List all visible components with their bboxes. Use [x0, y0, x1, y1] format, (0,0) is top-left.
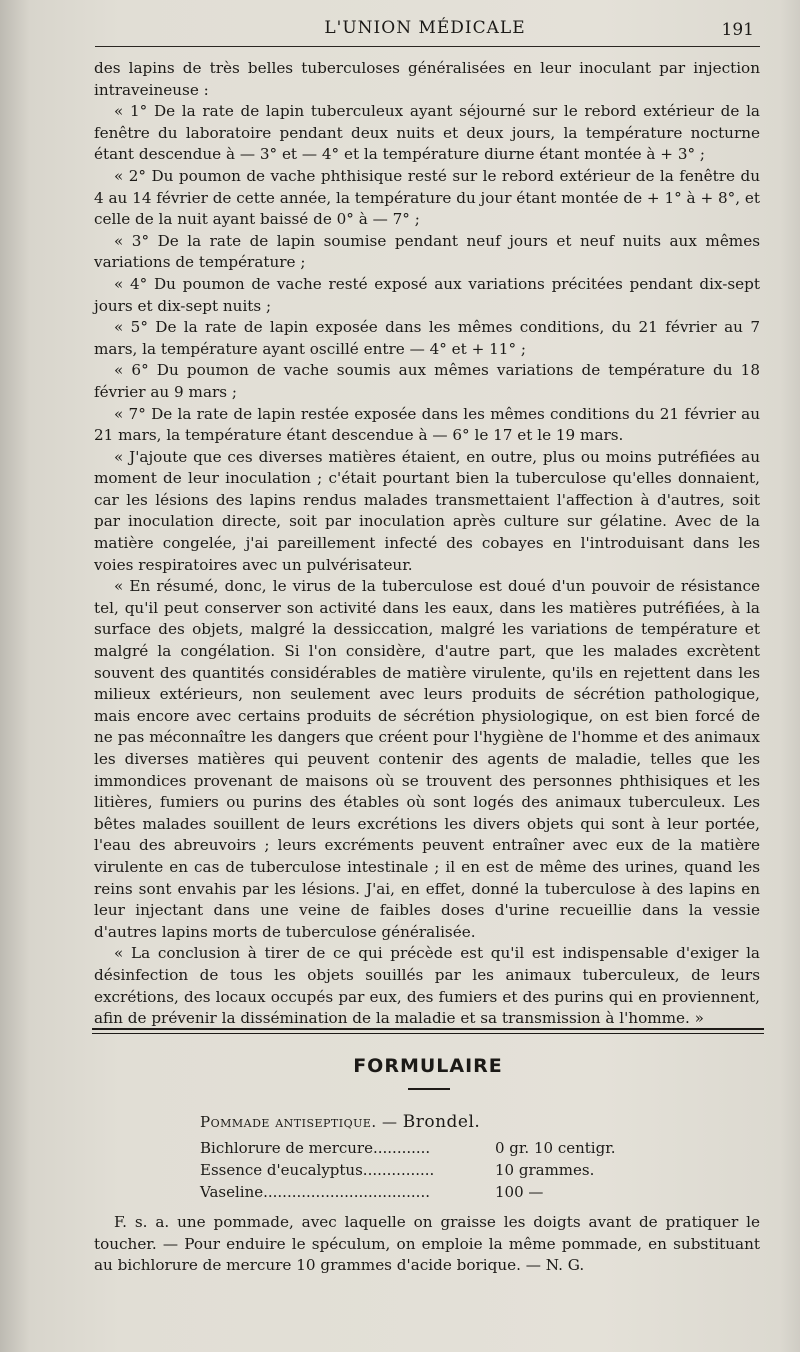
recipe-note: F. s. a. une pommade, avec laquelle on graisse les doigts avant de pratiquer le toucher. — Pour enduire le spéculum, on emploie la même pommade, en substituant au bichlorure de mercure 10 grammes d'acide borique. — N. G. [94, 1213, 760, 1275]
ingredient-list [200, 1137, 660, 1203]
ingredient-quantity: 100 — [495, 1183, 544, 1201]
ingredient-row [200, 1181, 660, 1203]
header-rule [95, 46, 760, 47]
recipe-author: Brondel. [402, 1112, 481, 1132]
title-underline [408, 1088, 450, 1090]
paragraph: « 3° De la rate de lapin soumise pendant neuf jours et neuf nuits aux mêmes variations de température ; [94, 231, 760, 272]
recipe-heading [200, 1112, 700, 1132]
paragraph: « 7° De la rate de lapin restée exposée dans les mêmes conditions du 21 février au 21 mars, la température étant descendue à — 6° le 17 et le 19 mars. [94, 404, 760, 445]
paragraph: « 4° Du poumon de vache resté exposé aux variations précitées pendant dix-sept jours et dix-sept nuits ; [94, 274, 760, 315]
ingredient-row [200, 1159, 660, 1181]
ingredient-row [200, 1137, 660, 1159]
paragraph: des lapins de très belles tuberculoses généralisées en leur inoculant par injection intraveineuse : [94, 59, 760, 99]
recipe-name: Pommade antiseptique. — [200, 1113, 398, 1131]
ingredient-quantity: 0 gr. 10 centigr. [495, 1139, 616, 1157]
paragraph: « 1° De la rate de lapin tuberculeux ayant séjourné sur le rebord extérieur de la fenêtre du laboratoire pendant deux nuits et deux jours, la température nocturne étant descendue à — 3° et — 4° et la température diurne étant montée à + 3° ; [94, 102, 760, 164]
paragraph: « 6° Du poumon de vache soumis aux mêmes variations de température du 18 février au 9 mars ; [94, 361, 760, 401]
journal-title: L'UNION MÉDICALE [324, 18, 526, 38]
ingredient-name: Essence d'eucalyptus............... [200, 1161, 435, 1179]
paragraph: « En résumé, donc, le virus de la tuberculose est doué d'un pouvoir de résistance tel, qu'il peut conserver son activité dans les eaux, dans les matières putréfiées, à la surface des objets, malgré la dessiccation, malgré les variations de température et malgré la congélation. Si l'on considère, d'autre part, que les malades excrètent souvent des quantités considérables de matière virulente, qu'ils en rejettent dans les milieux extérieurs, non seulement avec leurs produits de sécrétion pathologique, mais encore avec certains produits de sécrétion physiologique, on est bien forcé de ne pas méconnaître les dangers que créent pour l'hygiène de l'homme et des animaux les diverses matières qui peuvent contenir des agents de maladie, telles que les immondices provenant de maisons où se trouvent des personnes phthisiques et les litières, fumiers ou purins des étables où sont logés des animaux tuberculeux. Les bêtes malades souillent de leurs excrétions les divers objets qui sont à leur portée, l'eau des abreuvoirs ; leurs excréments peuvent entraîner avec eux de la matière virulente en cas de tuberculose intestinale ; il en est de même des urines, quand les reins sont envahis par les lésions. J'ai, en effet, donné la tuberculose à des lapins en leur injectant dans une veine de faibles doses d'urine recueillie dans la vessie d'autres lapins morts de tuberculose généralisée. [94, 577, 760, 941]
paragraph: « 5° De la rate de lapin exposée dans les mêmes conditions, du 21 février au 7 mars, la température ayant oscillé entre — 4° et + 11° ; [94, 318, 760, 358]
ingredient-name: Bichlorure de mercure............ [200, 1139, 431, 1157]
ingredient-name: Vaseline................................... [200, 1183, 430, 1201]
ingredient-quantity: 10 grammes. [495, 1161, 595, 1179]
paragraph: « J'ajoute que ces diverses matières étaient, en outre, plus ou moins putréfiées au moment de leur inoculation ; c'était pourtant bien la tuberculose qu'elles donnaient, car les lésions des lapins rendus malades transmettaient l'affection à d'autres, soit par inoculation directe, soit par inoculation après culture sur gélatine. Avec de la matière congelée, j'ai pareillement infecté des cobayes en l'introduisant dans les voies respiratoires avec un pulvérisateur. [94, 447, 760, 574]
running-head [90, 18, 760, 46]
section-divider [92, 1028, 764, 1034]
article-body [94, 58, 760, 1030]
paragraph: « La conclusion à tirer de ce qui précède est qu'il est indispensable d'exiger la désinfection de tous les objets souillés par les animaux tuberculeux, de leurs excrétions, des locaux occupés par eux, des fumiers et des purins qui en proviennent, afin de prévenir la dissémination de la maladie et sa transmission à l'homme. » [94, 944, 760, 1028]
paragraph: « 2° Du poumon de vache phthisique resté sur le rebord extérieur de la fenêtre du 4 au 14 février de cette année, la température du jour étant montée de + 1° à + 8°, et celle de la nuit ayant baissé de 0° à — 7° ; [94, 166, 760, 229]
page-number: 191 [721, 20, 754, 40]
section-title: FORMULAIRE [353, 1055, 503, 1077]
